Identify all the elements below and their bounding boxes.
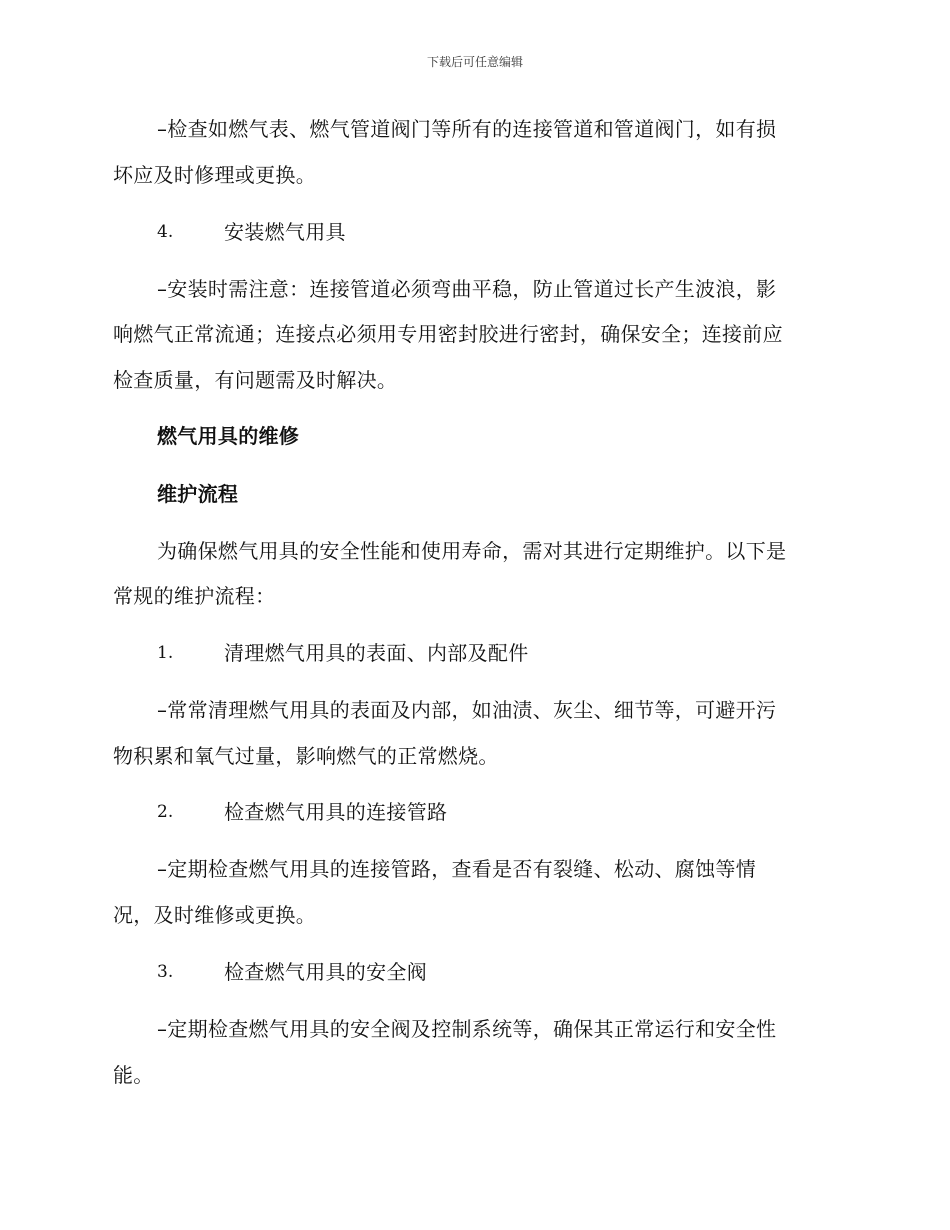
subsection-heading: 维护流程 [157, 482, 239, 506]
paragraph-line: 能。 [113, 1063, 154, 1087]
paragraph-line: –检查如燃气表、燃气管道阀门等所有的连接管道和管道阀门，如有损 [157, 117, 777, 141]
paragraph-line: –定期检查燃气用具的安全阀及控制系统等，确保其正常运行和安全性 [157, 1017, 777, 1041]
list-item-title: 检查燃气用具的连接管路 [224, 800, 448, 824]
list-number: 2. [157, 802, 174, 822]
paragraph-line: –常常清理燃气用具的表面及内部，如油渍、灰尘、细节等，可避开污 [157, 698, 777, 722]
paragraph-line: 坏应及时修理或更换。 [113, 163, 316, 187]
section-heading: 燃气用具的维修 [157, 424, 300, 448]
list-number: 3. [157, 962, 174, 982]
paragraph-line: –定期检查燃气用具的连接管路，查看是否有裂缝、松动、腐蚀等情 [157, 857, 756, 881]
list-item-title: 安装燃气用具 [224, 220, 346, 244]
paragraph-line: –安装时需注意：连接管道必须弯曲平稳，防止管道过长产生波浪，影 [157, 277, 777, 301]
paragraph-line: 常规的维护流程： [113, 584, 276, 608]
list-number: 1. [157, 643, 174, 663]
paragraph-line: 检查质量，有问题需及时解决。 [113, 368, 398, 392]
list-item-title: 检查燃气用具的安全阀 [224, 960, 427, 984]
paragraph-line: 为确保燃气用具的安全性能和使用寿命，需对其进行定期维护。以下是 [157, 539, 787, 563]
list-item-title: 清理燃气用具的表面、内部及配件 [224, 641, 529, 665]
list-number: 4. [157, 222, 174, 242]
paragraph-line: 物积累和氧气过量，影响燃气的正常燃烧。 [113, 744, 499, 768]
paragraph-line: 况，及时维修或更换。 [113, 903, 316, 927]
paragraph-line: 响燃气正常流通；连接点必须用专用密封胶进行密封，确保安全；连接前应 [113, 322, 783, 346]
page-header: 下载后可任意编辑 [426, 55, 523, 69]
